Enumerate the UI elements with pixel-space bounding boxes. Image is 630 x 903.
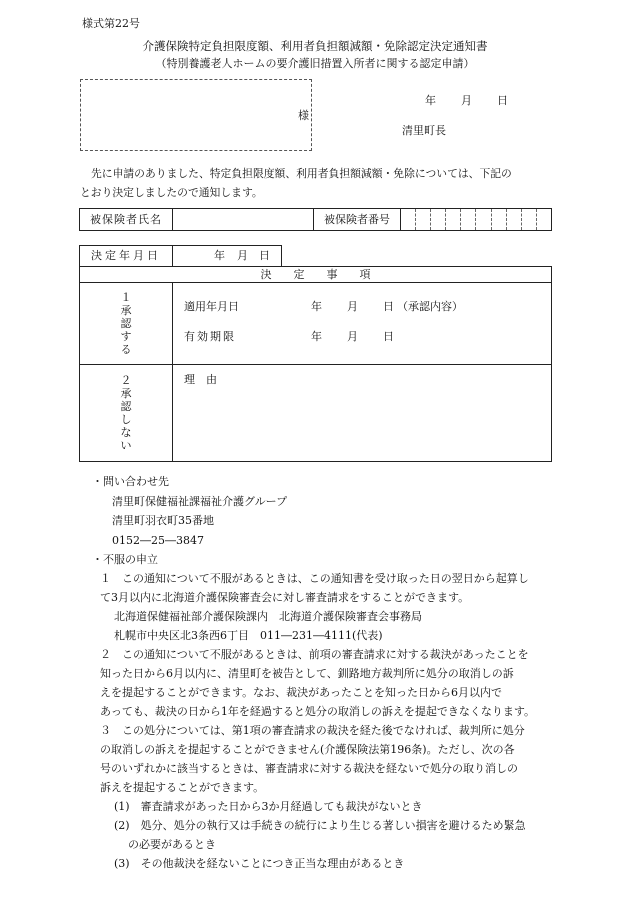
objection-line: 北海道保健福祉部介護保険課内 北海道介護保険審査会事務局 xyxy=(114,610,422,623)
decision-items-header: 決 定 事 項 xyxy=(80,267,552,283)
decision-date-label: 決定年月日 xyxy=(80,246,173,267)
issuer: 清里町長 xyxy=(402,124,446,137)
objection-line: (2) 処分、処分の執行又は手続きの続行により生じる著しい損害を避けるため緊急 xyxy=(114,819,526,832)
issue-date-day: 日 xyxy=(497,94,508,107)
insured-table xyxy=(79,208,552,231)
approve-row-expiry-label: 有効期限 xyxy=(184,330,236,343)
objection-line: 号のいずれかに該当するときは、審査請求に対する裁決を経ないで処分の取り消しの xyxy=(100,762,518,775)
issue-date-month: 月 xyxy=(461,94,472,107)
document-title: 介護保険特定負担限度額、利用者負担額減額・免除認定決定通知書 xyxy=(142,39,488,53)
decision-date-year: 年 xyxy=(214,249,225,262)
objection-line: ３ この処分については、第1項の審査請求の裁決を経た後でなければ、裁判所に処分 xyxy=(100,724,525,737)
approve-row-apply-date-day: 日 xyxy=(383,300,394,313)
contact-line: 清里町羽衣町35番地 xyxy=(112,514,214,527)
objection-line: 訴えを提起することができます。 xyxy=(100,781,265,794)
objection-line: １ この通知について不服があるときは、この通知書を受け取った日の翌日から起算し xyxy=(100,572,529,585)
intro-line-1: 先に申請のありました、特定負担限度額、利用者負担額減額・免除については、下記の xyxy=(91,167,512,180)
deny-label: ２承認しない xyxy=(120,374,132,452)
objection-line: 知った日から6月以内に、清里町を被告として、釧路地方裁判所に処分の取消しの訴 xyxy=(100,667,514,680)
approve-row-expiry-day: 日 xyxy=(383,330,394,343)
document-subtitle: （特別養護老人ホームの要介護旧措置入所者に関する認定申請） xyxy=(155,57,475,70)
contact-line: 0152―25―3847 xyxy=(112,534,204,547)
contact-line: 清里町保健福祉課福祉介護グループ xyxy=(112,495,288,508)
decision-date-day: 日 xyxy=(259,249,270,262)
objection-line: あっても、裁決の日から1年を経過すると処分の取消しの訴えを提起できなくなります。 xyxy=(100,705,536,718)
reason-label: 理 由 xyxy=(184,373,217,386)
decision-table xyxy=(79,245,552,462)
decision-date-month: 月 xyxy=(237,249,248,262)
insured-number-label: 被保険者番号 xyxy=(314,209,401,231)
approve-row-expiry-year: 年 xyxy=(311,330,322,343)
recipient-suffix: 様 xyxy=(298,109,309,122)
objection-line: (3) その他裁決を経ないことにつき正当な理由があるとき xyxy=(114,857,405,870)
approve-row-expiry-month: 月 xyxy=(347,330,358,343)
objection-line: えを提起することができます。なお、裁決があったことを知った日から6月以内で xyxy=(100,686,503,699)
insured-name-field[interactable] xyxy=(173,209,314,231)
approve-row-apply-date-month: 月 xyxy=(347,300,358,313)
objection-line: ２ この通知について不服があるときは、前項の審査請求に対する裁決があったことを xyxy=(100,648,529,661)
objection-line: の必要があるとき xyxy=(128,838,216,851)
approve-label: １承認する xyxy=(120,291,132,356)
form-number: 様式第22号 xyxy=(82,17,140,30)
approve-label-cell xyxy=(80,283,173,365)
objection-heading: ・不服の申立 xyxy=(92,553,158,566)
approve-row-apply-date-year: 年 xyxy=(311,300,322,313)
decision-date-field[interactable] xyxy=(173,246,282,267)
objection-line: 札幌市中央区北3条西6丁目 011―231―4111(代表) xyxy=(114,629,383,642)
issue-date-year: 年 xyxy=(425,94,436,107)
insured-number-field[interactable] xyxy=(401,209,552,231)
deny-label-cell xyxy=(80,365,173,462)
insured-name-label: 被保険者氏名 xyxy=(80,209,173,231)
recipient-address-box xyxy=(80,79,312,151)
approve-row-apply-date-note: （承認内容） xyxy=(397,300,463,313)
objection-line: (1) 審査請求があった日から3か月経過しても裁決がないとき xyxy=(114,800,423,813)
approve-content xyxy=(173,283,552,365)
deny-content xyxy=(173,365,552,462)
approve-row-apply-date-label: 適用年月日 xyxy=(184,300,239,313)
objection-line: て3月以内に北海道介護保険審査会に対し審査請求をすることができます。 xyxy=(100,591,470,604)
contact-heading: ・問い合わせ先 xyxy=(92,475,169,488)
intro-line-2: とおり決定しましたので通知します。 xyxy=(80,186,263,199)
objection-line: の取消しの訴えを提起することができません(介護保険法第196条)。ただし、次の各 xyxy=(100,743,515,756)
